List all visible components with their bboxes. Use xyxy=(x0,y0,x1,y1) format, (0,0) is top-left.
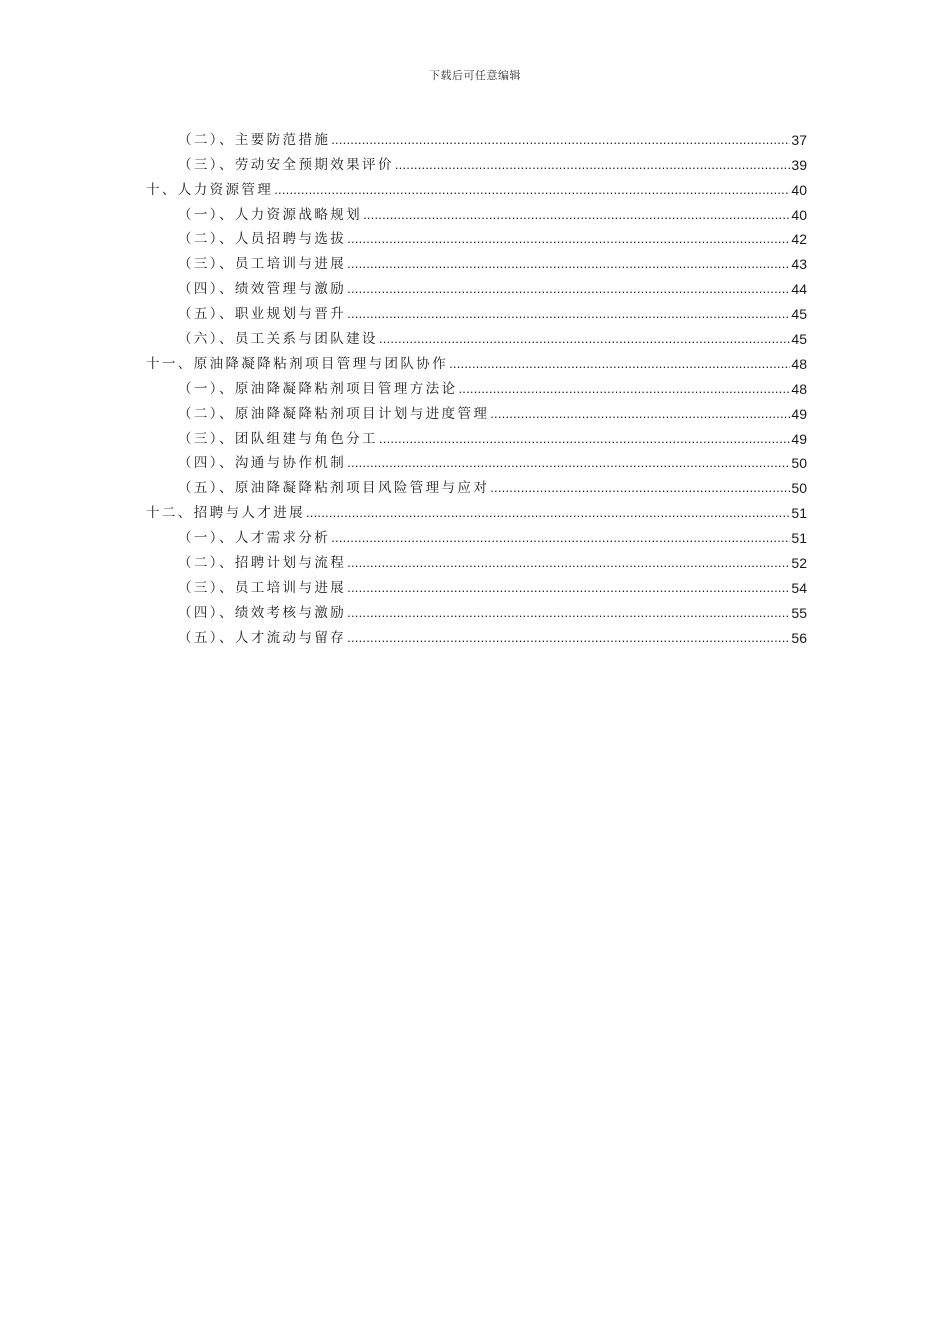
toc-page-number: 54 xyxy=(791,579,807,596)
toc-entry-title: （三）、员工培训与进展 xyxy=(178,579,347,596)
toc-chapter-entry[interactable] xyxy=(146,174,807,199)
toc-section-entry[interactable] xyxy=(146,149,807,174)
toc-dot-leader xyxy=(347,629,790,647)
toc-page-number: 50 xyxy=(791,455,807,472)
page-header: 下载后可任意编辑 xyxy=(429,69,521,82)
toc-entry-title: （二）、招聘计划与流程 xyxy=(178,555,347,572)
toc-dot-leader xyxy=(363,206,790,224)
toc-page-number: 56 xyxy=(791,629,807,646)
toc-section-entry[interactable] xyxy=(146,597,807,622)
toc-entry-title: 十二、招聘与人才进展 xyxy=(146,505,305,522)
toc-entry-title: （四）、沟通与协作机制 xyxy=(178,455,347,472)
toc-entry-title: （三）、员工培训与进展 xyxy=(178,256,347,273)
toc-entry-title: （一）、人才需求分析 xyxy=(178,530,331,547)
toc-dot-leader xyxy=(347,255,790,273)
toc-page-number: 45 xyxy=(791,306,807,323)
toc-page-number: 40 xyxy=(791,181,807,198)
toc-page-number: 52 xyxy=(791,555,807,572)
toc-chapter-entry[interactable] xyxy=(146,497,807,522)
toc-section-entry[interactable] xyxy=(146,572,807,597)
toc-page-number: 55 xyxy=(791,604,807,621)
toc-entry-title: （四）、绩效考核与激励 xyxy=(178,604,347,621)
toc-page-number: 49 xyxy=(791,430,807,447)
toc-page-number: 42 xyxy=(791,231,807,248)
toc-dot-leader xyxy=(347,280,790,298)
toc-section-entry[interactable] xyxy=(146,622,807,647)
toc-entry-title: （三）、团队组建与角色分工 xyxy=(178,430,378,447)
toc-chapter-entry[interactable] xyxy=(146,348,807,373)
table-of-contents xyxy=(146,124,807,647)
toc-page-number: 40 xyxy=(791,206,807,223)
toc-dot-leader xyxy=(347,604,790,622)
toc-dot-leader xyxy=(306,504,790,522)
toc-entry-title: （二）、原油降凝降粘剂项目计划与进度管理 xyxy=(178,405,490,422)
toc-section-entry[interactable] xyxy=(146,199,807,224)
toc-dot-leader xyxy=(347,554,790,572)
toc-section-entry[interactable] xyxy=(146,373,807,398)
toc-entry-title: （三）、劳动安全预期效果评价 xyxy=(178,156,394,173)
toc-dot-leader xyxy=(379,430,790,448)
toc-entry-title: （二）、人员招聘与选拔 xyxy=(178,231,347,248)
toc-page-number: 37 xyxy=(791,131,807,148)
toc-dot-leader xyxy=(347,579,790,597)
toc-page-number: 48 xyxy=(791,380,807,397)
toc-dot-leader xyxy=(490,479,790,497)
toc-dot-leader xyxy=(395,156,791,174)
toc-dot-leader xyxy=(331,529,790,547)
toc-entry-title: （五）、职业规划与晋升 xyxy=(178,306,347,323)
toc-section-entry[interactable] xyxy=(146,547,807,572)
toc-section-entry[interactable] xyxy=(146,398,807,423)
toc-entry-title: （五）、原油降凝降粘剂项目风险管理与应对 xyxy=(178,480,490,497)
toc-dot-leader xyxy=(347,454,790,472)
toc-section-entry[interactable] xyxy=(146,224,807,249)
toc-page-number: 49 xyxy=(791,405,807,422)
toc-entry-title: （一）、原油降凝降粘剂项目管理方法论 xyxy=(178,380,458,397)
toc-page-number: 39 xyxy=(791,156,807,173)
toc-section-entry[interactable] xyxy=(146,423,807,448)
toc-page-number: 48 xyxy=(791,355,807,372)
toc-entry-title: （二）、主要防范措施 xyxy=(178,131,331,148)
toc-page-number: 50 xyxy=(791,480,807,497)
toc-entry-title: （六）、员工关系与团队建设 xyxy=(178,331,378,348)
toc-entry-title: 十一、原油降凝降粘剂项目管理与团队协作 xyxy=(146,355,449,372)
toc-page-number: 43 xyxy=(791,256,807,273)
toc-page-number: 45 xyxy=(791,331,807,348)
toc-section-entry[interactable] xyxy=(146,522,807,547)
toc-dot-leader xyxy=(331,131,790,149)
toc-section-entry[interactable] xyxy=(146,124,807,149)
toc-section-entry[interactable] xyxy=(146,472,807,497)
toc-page-number: 51 xyxy=(791,530,807,547)
toc-page-number: 51 xyxy=(791,505,807,522)
toc-entry-title: （五）、人才流动与留存 xyxy=(178,629,347,646)
toc-dot-leader xyxy=(458,380,790,398)
toc-entry-title: 十、人力资源管理 xyxy=(146,181,274,198)
toc-section-entry[interactable] xyxy=(146,248,807,273)
toc-section-entry[interactable] xyxy=(146,273,807,298)
toc-entry-title: （四）、绩效管理与激励 xyxy=(178,281,347,298)
toc-dot-leader xyxy=(379,330,790,348)
toc-dot-leader xyxy=(274,181,790,199)
toc-dot-leader xyxy=(449,355,790,373)
toc-dot-leader xyxy=(347,305,790,323)
toc-section-entry[interactable] xyxy=(146,298,807,323)
toc-section-entry[interactable] xyxy=(146,323,807,348)
toc-entry-title: （一）、人力资源战略规划 xyxy=(178,206,363,223)
toc-dot-leader xyxy=(347,230,790,248)
toc-page-number: 44 xyxy=(791,281,807,298)
toc-section-entry[interactable] xyxy=(146,448,807,473)
toc-dot-leader xyxy=(490,405,790,423)
